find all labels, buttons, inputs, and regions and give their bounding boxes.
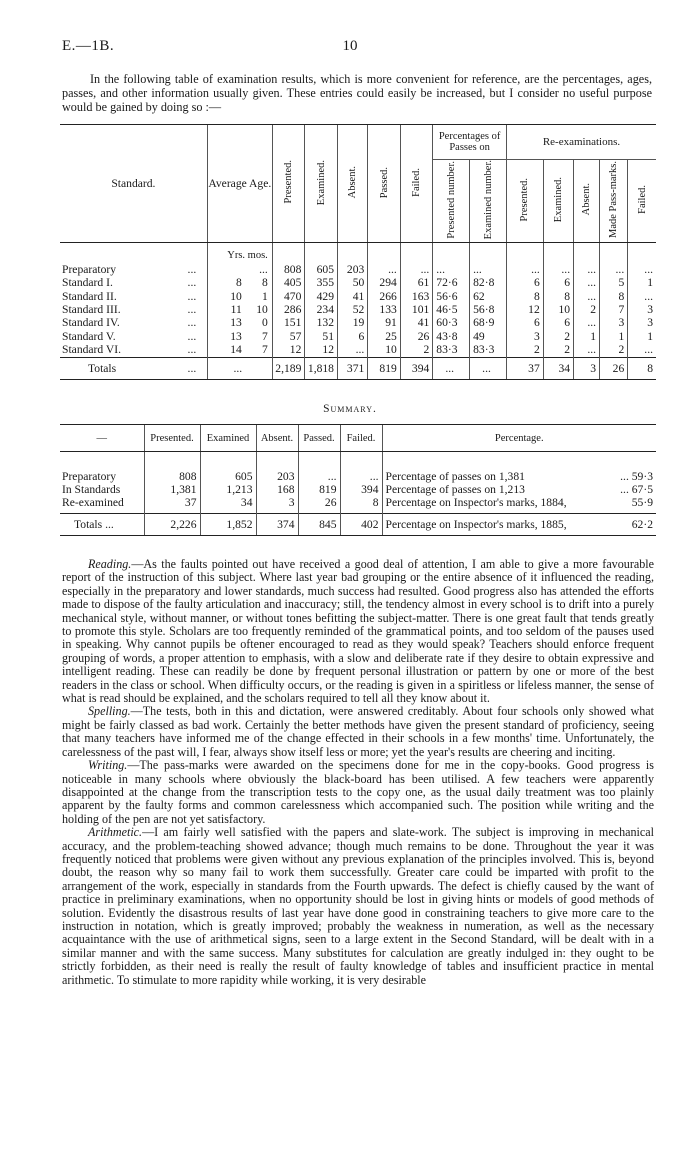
summary-cell-percentage: [382, 496, 656, 514]
cell-failed: 26: [400, 330, 432, 343]
totals-presented: 2,189: [272, 357, 305, 379]
cell-re-abs: ...: [574, 343, 600, 357]
cell-age-years: 13: [230, 329, 242, 343]
cell-examined: 12: [305, 343, 338, 357]
cell-pct-pres: 43·8: [433, 330, 470, 343]
cell-re-pres: 3: [506, 330, 543, 343]
header-pct-examined: Examined number.: [482, 160, 494, 240]
cell-age: [207, 343, 272, 357]
totals-examined: 1,818: [305, 357, 338, 379]
cell-age-months: 10: [256, 302, 268, 316]
cell-pct-exam: 56·8: [470, 303, 507, 316]
cell-re-failed: 1: [628, 330, 656, 343]
cell-re-abs: ...: [574, 276, 600, 289]
cell-pct-pres: 56·6: [433, 290, 470, 303]
summary-totals-label: Totals ...: [60, 514, 144, 536]
summary-totals-row: [60, 514, 656, 536]
cell-pct-pres: 83·3: [433, 343, 470, 357]
summary-totals-examined: 1,852: [200, 514, 256, 536]
summary-header-presented: Presented.: [144, 425, 200, 452]
paragraph-heading: Reading.: [88, 557, 132, 571]
cell-re-failed: 1: [628, 276, 656, 289]
cell-re-failed: 3: [628, 303, 656, 316]
summary-cell-examined: 34: [200, 496, 256, 514]
summary-table: [60, 424, 656, 536]
summary-cell-percentage: [382, 483, 656, 496]
totals-age: ...: [207, 357, 272, 379]
cell-re-pres: 12: [506, 303, 543, 316]
summary-cell-label: Preparatory: [62, 470, 117, 483]
cell-failed: ...: [400, 263, 432, 276]
cell-re-exam: 8: [543, 290, 573, 303]
cell-examined: 429: [305, 290, 338, 303]
cell-re-made: 5: [600, 276, 628, 289]
summary-pct-value: ... 59·3: [620, 470, 653, 483]
cell-dots: ...: [187, 302, 197, 316]
header-re-examined: Examined.: [552, 177, 564, 223]
cell-age: [207, 263, 272, 276]
cell-re-failed: ...: [628, 290, 656, 303]
cell-standard: Standard I.: [62, 276, 113, 290]
cell-pct-pres: 60·3: [433, 316, 470, 329]
cell-pct-exam: ...: [470, 263, 507, 276]
cell-re-made: ...: [600, 263, 628, 276]
cell-failed: 163: [400, 290, 432, 303]
totals-pct-presented: ...: [433, 357, 470, 379]
summary-totals-absent: 374: [256, 514, 298, 536]
cell-absent: 50: [337, 276, 367, 289]
cell-examined: 234: [305, 303, 338, 316]
summary-cell-failed: 394: [340, 483, 382, 496]
cell-re-made: 2: [600, 343, 628, 357]
totals-re-absent: 3: [574, 357, 600, 379]
totals-re-examined: 34: [543, 357, 573, 379]
header-pct-presented: Presented number.: [445, 160, 457, 239]
summary-totals-failed: 402: [340, 514, 382, 536]
cell-dots: ...: [187, 276, 197, 290]
summary-header-absent: Absent.: [256, 425, 298, 452]
age-units-label: Yrs. mos.: [207, 243, 272, 263]
cell-age-months: 0: [262, 316, 268, 330]
intro-paragraph: In the following table of examination results, which is more convenient for reference, are the percentages, ages, passes, and other information usually given. These entries could easily be increased, but I consider no useful purpose would be gained by doing so :—: [62, 72, 652, 114]
cell-pct-exam: 62: [470, 290, 507, 303]
report-code: E.—1B.: [62, 38, 115, 54]
cell-re-exam: 6: [543, 276, 573, 289]
cell-failed: 101: [400, 303, 432, 316]
cell-re-made: 1: [600, 330, 628, 343]
summary-cell-label: In Standards: [62, 483, 121, 496]
cell-re-made: 3: [600, 316, 628, 329]
summary-row: [60, 483, 656, 496]
cell-absent: 41: [337, 290, 367, 303]
summary-cell-examined: 1,213: [200, 483, 256, 496]
cell-pct-pres: 46·5: [433, 303, 470, 316]
header-percentages-group: Percentages of Passes on: [433, 125, 507, 160]
cell-standard: Preparatory: [62, 262, 117, 276]
summary-cell-passed: ...: [298, 452, 340, 484]
paragraph-heading: Writing.: [88, 758, 128, 773]
body-paragraph: [62, 826, 654, 987]
table-row: [60, 263, 656, 276]
cell-pct-exam: 49: [470, 330, 507, 343]
cell-re-made: 7: [600, 303, 628, 316]
cell-absent: 19: [337, 316, 367, 329]
cell-age-years: 8: [236, 276, 242, 290]
summary-cell-failed: ...: [340, 452, 382, 484]
header-re-presented: Presented.: [519, 177, 531, 222]
cell-dots: ...: [187, 329, 197, 343]
header-re-absent: Absent.: [581, 183, 593, 216]
cell-age-months: 8: [262, 276, 268, 290]
cell-passed: 294: [368, 276, 400, 289]
table-row: [60, 330, 656, 343]
cell-examined: 132: [305, 316, 338, 329]
body-paragraph: [62, 759, 654, 826]
cell-presented: 405: [272, 276, 305, 289]
table-row: [60, 290, 656, 303]
cell-standard: Standard V.: [62, 329, 116, 343]
header-presented: Presented.: [283, 160, 295, 204]
cell-standard: Standard IV.: [62, 316, 120, 330]
table-row: [60, 316, 656, 329]
cell-presented: 470: [272, 290, 305, 303]
summary-row: [60, 496, 656, 514]
cell-age: [207, 316, 272, 329]
cell-age-years: 11: [230, 302, 242, 316]
cell-absent: 6: [337, 330, 367, 343]
summary-cell-percentage: [382, 452, 656, 484]
header-re-made-pass-marks: Made Pass-marks.: [608, 161, 620, 239]
cell-pct-pres: ...: [433, 263, 470, 276]
cell-examined: 605: [305, 263, 338, 276]
cell-age-months: ...: [259, 262, 268, 276]
cell-re-pres: 8: [506, 290, 543, 303]
header-absent: Absent.: [347, 165, 359, 199]
cell-age-months: 7: [262, 329, 268, 343]
table-row: [60, 343, 656, 357]
cell-pct-exam: 82·8: [470, 276, 507, 289]
examination-results-table: [60, 124, 656, 380]
cell-failed: 41: [400, 316, 432, 329]
summary-header-passed: Passed.: [298, 425, 340, 452]
cell-presented: 151: [272, 316, 305, 329]
page-number: 10: [342, 38, 358, 54]
cell-re-pres: 6: [506, 276, 543, 289]
cell-age-years: 14: [230, 343, 242, 357]
summary-pct-value: 55·9: [631, 496, 653, 509]
cell-age-months: 1: [262, 289, 268, 303]
cell-re-abs: 1: [574, 330, 600, 343]
cell-passed: 266: [368, 290, 400, 303]
cell-dots: ...: [187, 316, 197, 330]
summary-totals-pct-value: 62·2: [631, 518, 653, 531]
totals-pct-examined: ...: [470, 357, 507, 379]
paragraph-text: —The tests, both in this and dictation, were answered creditably. About four schools only showed what might be fairly classed as bad work. Certainly the better methods have given the present standard of proficiency, seeing that many teachers have informed me of the change effected in their schools in a few months' time. Unfortunately, the carelessness of the past will, I fear, always show itself less or more; yet the year's results are cheering and inciting.: [62, 704, 654, 759]
cell-re-abs: 2: [574, 303, 600, 316]
paragraph-text: —As the faults pointed out have received a good deal of attention, I am able to give a more favourable report of the instruction of this subject. Where last year bad grouping or the entire absence of it influenced the reading, especially in the preparatory and lower standards, much success had resulted. Good progress also has attended the efforts made to dispose of the faulty articulation and inaccuracy; still, the tendency almost in every school is to drift into a purely mechanical style, without manner, or without tones befitting the subject-matter. There is one great fault that tends greatly to promote this style. Scholars are too frequently reminded of the grammatical points, and too seldom of the pauses used in speaking. Why cannot pupils be oftener encouraged to read as they would speak? Teachers should enforce frequent grouping of words, a proper attention to emphasis, with a slow and deliberate rate if they desire to obtain expressive and intelligent reading. These can readily be done by frequent personal illustration or pattern by one or more of the best readers in the class or school. When difficulty occurs, or the reading is given in a spiritless or lifeless manner, the sense of what is read should be explained, and the scholars required to tell all they know about it.: [62, 557, 654, 706]
cell-pct-pres: 72·6: [433, 276, 470, 289]
cell-standard: Standard II.: [62, 289, 117, 303]
summary-totals-pct-text: Percentage on Inspector's marks, 1885,: [385, 518, 567, 531]
summary-cell-presented: 1,381: [144, 483, 200, 496]
summary-cell-absent: 203: [256, 452, 298, 484]
cell-presented: 286: [272, 303, 305, 316]
cell-re-abs: ...: [574, 316, 600, 329]
cell-re-exam: 2: [543, 343, 573, 357]
summary-pct-text: Percentage of passes on 1,381: [385, 470, 525, 483]
totals-re-made: 26: [600, 357, 628, 379]
cell-age: [207, 276, 272, 289]
totals-dots: ...: [177, 357, 207, 379]
cell-dots: ...: [187, 343, 197, 357]
header-failed: Failed.: [411, 167, 423, 197]
totals-re-presented: 37: [506, 357, 543, 379]
cell-re-exam: ...: [543, 263, 573, 276]
cell-re-exam: 6: [543, 316, 573, 329]
summary-header-dash: —: [60, 425, 144, 452]
header-examined: Examined.: [315, 159, 327, 205]
cell-absent: 52: [337, 303, 367, 316]
cell-re-pres: ...: [506, 263, 543, 276]
cell-re-pres: 6: [506, 316, 543, 329]
cell-re-exam: 2: [543, 330, 573, 343]
cell-passed: 25: [368, 330, 400, 343]
table-row: [60, 276, 656, 289]
summary-cell-label: Re-examined: [62, 496, 124, 509]
table-row: [60, 303, 656, 316]
summary-row: [60, 452, 656, 484]
summary-cell-passed: 819: [298, 483, 340, 496]
cell-passed: 91: [368, 316, 400, 329]
cell-age: [207, 330, 272, 343]
header-average-age: Average Age.: [207, 125, 272, 243]
summary-cell-absent: 168: [256, 483, 298, 496]
header-reexaminations-group: Re-examinations.: [506, 125, 656, 160]
summary-pct-value: ... 67·5: [620, 483, 653, 496]
cell-passed: ...: [368, 263, 400, 276]
summary-header-failed: Failed.: [340, 425, 382, 452]
totals-passed: 819: [368, 357, 400, 379]
cell-absent: ...: [337, 343, 367, 357]
totals-failed: 394: [400, 357, 432, 379]
totals-absent: 371: [337, 357, 367, 379]
cell-re-failed: ...: [628, 343, 656, 357]
cell-re-abs: ...: [574, 263, 600, 276]
cell-dots: ...: [187, 262, 197, 276]
cell-re-exam: 10: [543, 303, 573, 316]
cell-absent: 203: [337, 263, 367, 276]
summary-totals-passed: 845: [298, 514, 340, 536]
summary-cell-passed: 26: [298, 496, 340, 514]
summary-totals-presented: 2,226: [144, 514, 200, 536]
cell-age-years: 10: [230, 289, 242, 303]
cell-failed: 61: [400, 276, 432, 289]
cell-re-abs: ...: [574, 290, 600, 303]
body-paragraph: [62, 705, 654, 759]
paragraph-text: —The pass-marks were awarded on the specimens done for me in the copy-books. Good progress is noticeable in many schools where obviously the black-board has been utilised. A few teachers were apparently disappointed at the change from the transcription tests to the copy one, as the usual daily treatment was too plainly apparent by the faulty forms and common carelessness which accompanied such. The position while writing and the holding of the pen are not yet satisfactory.: [62, 758, 654, 826]
cell-age-years: 13: [230, 316, 242, 330]
cell-age-months: 7: [262, 343, 268, 357]
cell-presented: 12: [272, 343, 305, 357]
summary-cell-presented: 808: [144, 452, 200, 484]
summary-pct-text: Percentage on Inspector's marks, 1884,: [385, 496, 567, 509]
cell-standard: Standard VI.: [62, 343, 122, 357]
totals-label: Totals: [60, 357, 177, 379]
header-standard: Standard.: [60, 125, 207, 243]
cell-pct-exam: 68·9: [470, 316, 507, 329]
cell-age: [207, 303, 272, 316]
cell-presented: 808: [272, 263, 305, 276]
cell-re-pres: 2: [506, 343, 543, 357]
cell-passed: 133: [368, 303, 400, 316]
cell-re-made: 8: [600, 290, 628, 303]
totals-re-failed: 8: [628, 357, 656, 379]
summary-cell-failed: 8: [340, 496, 382, 514]
summary-cell-examined: 605: [200, 452, 256, 484]
paragraph-heading: Arithmetic.: [88, 825, 143, 840]
paragraph-heading: Spelling.: [88, 704, 131, 719]
header-passed: Passed.: [378, 166, 390, 198]
cell-re-failed: 3: [628, 316, 656, 329]
cell-dots: ...: [187, 289, 197, 303]
cell-standard: Standard III.: [62, 302, 121, 316]
cell-failed: 2: [400, 343, 432, 357]
summary-header-percentage: Percentage.: [382, 425, 656, 452]
cell-age: [207, 290, 272, 303]
cell-examined: 51: [305, 330, 338, 343]
report-body-text: [62, 558, 654, 987]
summary-title: Summary.: [323, 403, 377, 415]
paragraph-text: —I am fairly well satisfied with the papers and slate-work. The subject is improving in mechanical accuracy, and the problem-teaching showed advance; though much remains to be done. Throughout the year it was frequently noticed that problems were given without any previous explanation of the principles involved. This is, beyond doubt, the reason why so many fail to work them successfully. Greater care could be imparted with profit to the arrangement of the work, especially in standards from the Fourth upwards. The defect is chiefly caused by the want of practice in preliminary examinations, when no opportunity should be lost in giving hints or models of good methods of solution. Evidently the disastrous results of last year have done good in constraining teachers to give more care to the instruction in notation, which is greatly improved; probably the weakness in numeration, as well as the necessary acquaintance with the use of arithmetical signs, seen to a large extent in the Second Standard, will be dealt with in a similar manner and with the same success. Many substitutes for calculation are greatly indulged in: they ought to be strictly forbidden, as their need is really the result of faulty knowledge of tables and insufficient practice in mental arithmetic. To stimulate to more rapidity while working, it is very desirable: [62, 825, 654, 987]
summary-pct-text: Percentage of passes on 1,213: [385, 483, 525, 496]
summary-cell-presented: 37: [144, 496, 200, 514]
cell-presented: 57: [272, 330, 305, 343]
cell-re-failed: ...: [628, 263, 656, 276]
body-paragraph: [62, 558, 654, 705]
totals-row: [60, 357, 656, 379]
summary-cell-absent: 3: [256, 496, 298, 514]
cell-examined: 355: [305, 276, 338, 289]
header-re-failed: Failed.: [636, 185, 648, 215]
cell-pct-exam: 83·3: [470, 343, 507, 357]
summary-header-examined: Examined: [200, 425, 256, 452]
cell-passed: 10: [368, 343, 400, 357]
